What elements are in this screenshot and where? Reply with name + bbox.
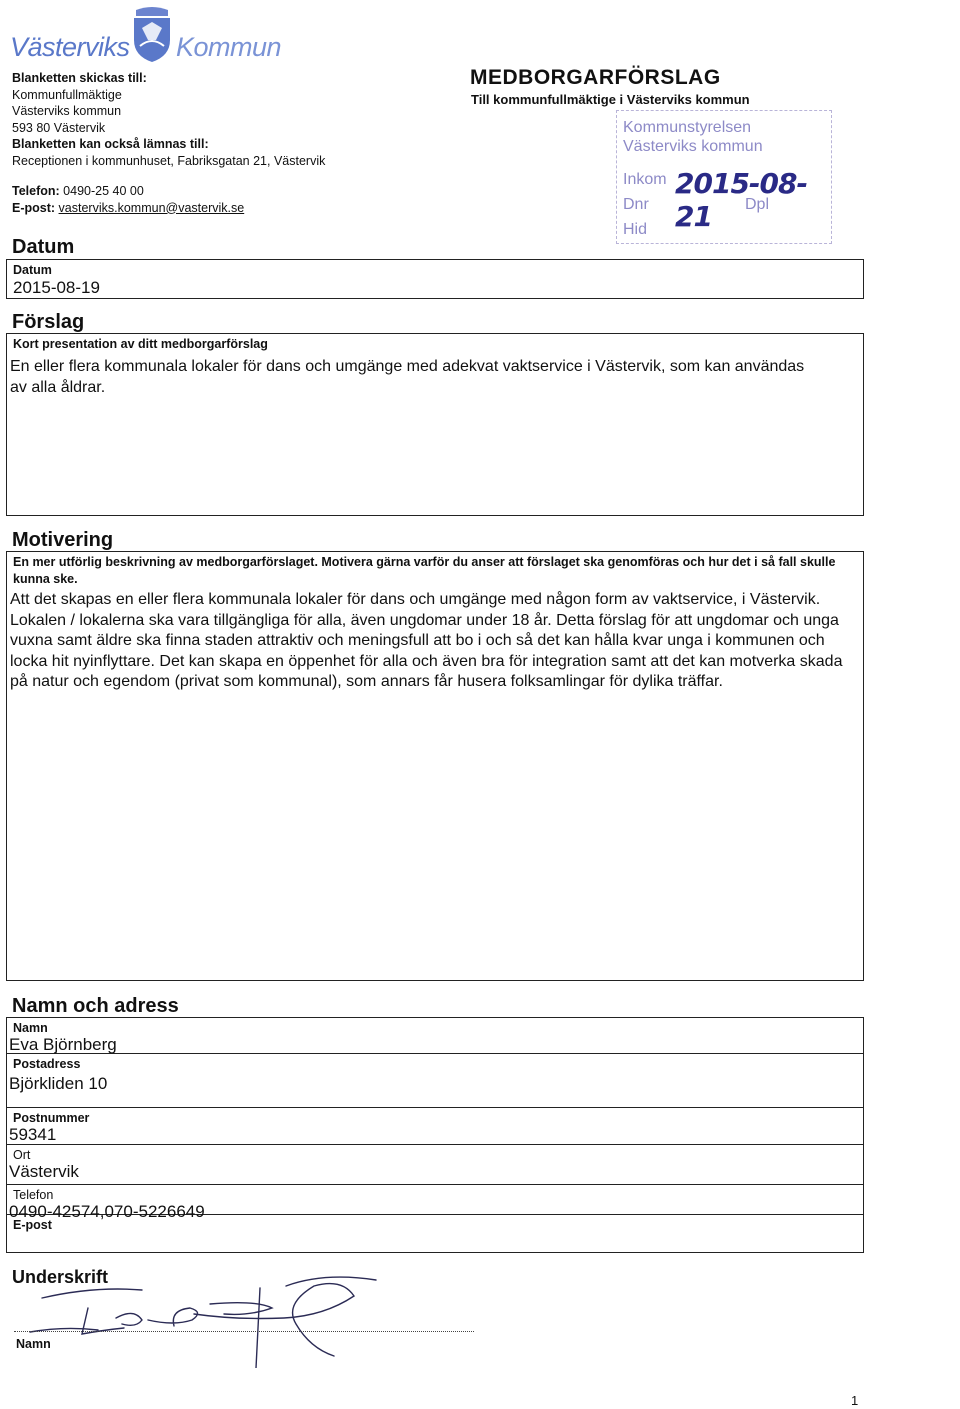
- datum-field[interactable]: [6, 259, 864, 299]
- send-to-line: Västerviks kommun: [12, 104, 122, 118]
- postadress-value: Björkliden 10: [9, 1074, 108, 1093]
- sender-info: [12, 70, 325, 169]
- handwritten-signature: [24, 1268, 384, 1368]
- send-to-label: Blanketten skickas till:: [12, 71, 147, 85]
- forslag-field[interactable]: [6, 333, 864, 516]
- postadress-label: Postadress: [13, 1057, 81, 1071]
- motivering-field[interactable]: [6, 551, 864, 981]
- ort-field[interactable]: [7, 1145, 863, 1185]
- datum-label: Datum: [13, 263, 52, 277]
- namn-adress-section-title: Namn och adress: [12, 995, 179, 1017]
- forslag-section-title: Förslag: [12, 311, 85, 333]
- ort-value: Västervik: [9, 1162, 79, 1181]
- ort-label: Ort: [13, 1148, 31, 1162]
- motivering-paragraph: Lokalen / lokalerna ska vara tillgängliga för alla, även ungdomar under 18 år. Detta förslag för att ungdomar och unga vuxna samt äldre ska finna staden attraktiv och meningsfull att bo i och så det kan hålla kvar unga i kommunen och locka hit nyinflyttare. Det kan skapa en öppenhet för alla och även bra för integration samt att det kan motverka skada på natur och egendom (privat som kommunal), som annars får husera folksamlingar för dylika träffar.: [10, 611, 843, 690]
- logo-text-left: Västerviks: [10, 32, 130, 62]
- telefon-label: Telefon: [13, 1188, 54, 1202]
- datum-section-title: Datum: [12, 236, 75, 258]
- namn-field[interactable]: [7, 1018, 863, 1054]
- motivering-label: En mer utförlig beskrivning av medborgarförslaget. Motivera gärna varför du anser att förslaget ska genomföras och hur det i så fall skulle kunna ske.: [13, 555, 836, 586]
- email-label: E-post:: [12, 200, 56, 215]
- signature-namn-label: Namn: [16, 1337, 51, 1351]
- namn-value: Eva Björnberg: [9, 1035, 117, 1054]
- epost-label: E-post: [13, 1218, 52, 1232]
- contact-info: [12, 183, 244, 216]
- namn-adress-box: [6, 1017, 864, 1253]
- stamp-inkom-label: Inkom: [623, 171, 667, 188]
- phone-label: Telefon:: [12, 184, 60, 198]
- coat-of-arms-icon: [130, 6, 174, 64]
- send-to-line: 593 80 Västervik: [12, 120, 106, 135]
- stamp-inkom-date: 2015-08-21: [675, 167, 808, 233]
- also-label: Blanketten kan också lämnas till:: [12, 137, 209, 151]
- telefon-field[interactable]: [7, 1185, 863, 1221]
- email-link[interactable]: vasterviks.kommun@vastervik.se: [58, 200, 245, 215]
- also-line: Receptionen i kommunhuset, Fabriksgatan 21, Västervik: [12, 153, 326, 168]
- motivering-text: [10, 590, 855, 693]
- datum-value: 2015-08-19: [13, 278, 100, 297]
- stamp-line: Västerviks kommun: [623, 138, 763, 155]
- telefon-value: 0490-42574,070-5226649: [9, 1202, 205, 1221]
- stamp-line: Kommunstyrelsen: [623, 119, 752, 136]
- received-stamp: [616, 110, 832, 244]
- send-to-line: Kommunfullmäktige: [12, 87, 122, 102]
- postnummer-field[interactable]: [7, 1108, 863, 1145]
- stamp-hid-label: Hid: [623, 221, 648, 238]
- vastervik-logo: [10, 6, 282, 64]
- stamp-dpl-label: Dpl: [745, 196, 770, 213]
- form-title: MEDBORGARFÖRSLAG: [470, 66, 721, 89]
- logo-text-right: Kommun: [176, 32, 282, 62]
- signature-line: [14, 1331, 474, 1332]
- motivering-paragraph: Att det skapas en eller flera kommunala lokaler för dans och umgänge med någon form av vaktservice, i Västervik.: [10, 591, 821, 608]
- postnummer-value: 59341: [9, 1125, 57, 1144]
- stamp-dnr-label: Dnr: [623, 196, 649, 213]
- motivering-section-title: Motivering: [12, 529, 114, 551]
- underskrift-section-title: Underskrift: [12, 1267, 109, 1287]
- forslag-text: En eller flera kommunala lokaler för dans och umgänge med adekvat vaktservice i Västervik, som kan användas av alla åldrar.: [10, 358, 805, 396]
- form-subtitle: Till kommunfullmäktige i Västerviks kommun: [471, 92, 750, 107]
- postadress-field[interactable]: [7, 1054, 863, 1108]
- postnummer-label: Postnummer: [13, 1111, 90, 1125]
- phone-value: 0490-25 40 00: [63, 184, 144, 198]
- forslag-label: Kort presentation av ditt medborgarförslag: [13, 337, 268, 351]
- page-number: 1: [851, 1393, 859, 1408]
- namn-label: Namn: [13, 1021, 48, 1035]
- epost-field[interactable]: [7, 1215, 863, 1252]
